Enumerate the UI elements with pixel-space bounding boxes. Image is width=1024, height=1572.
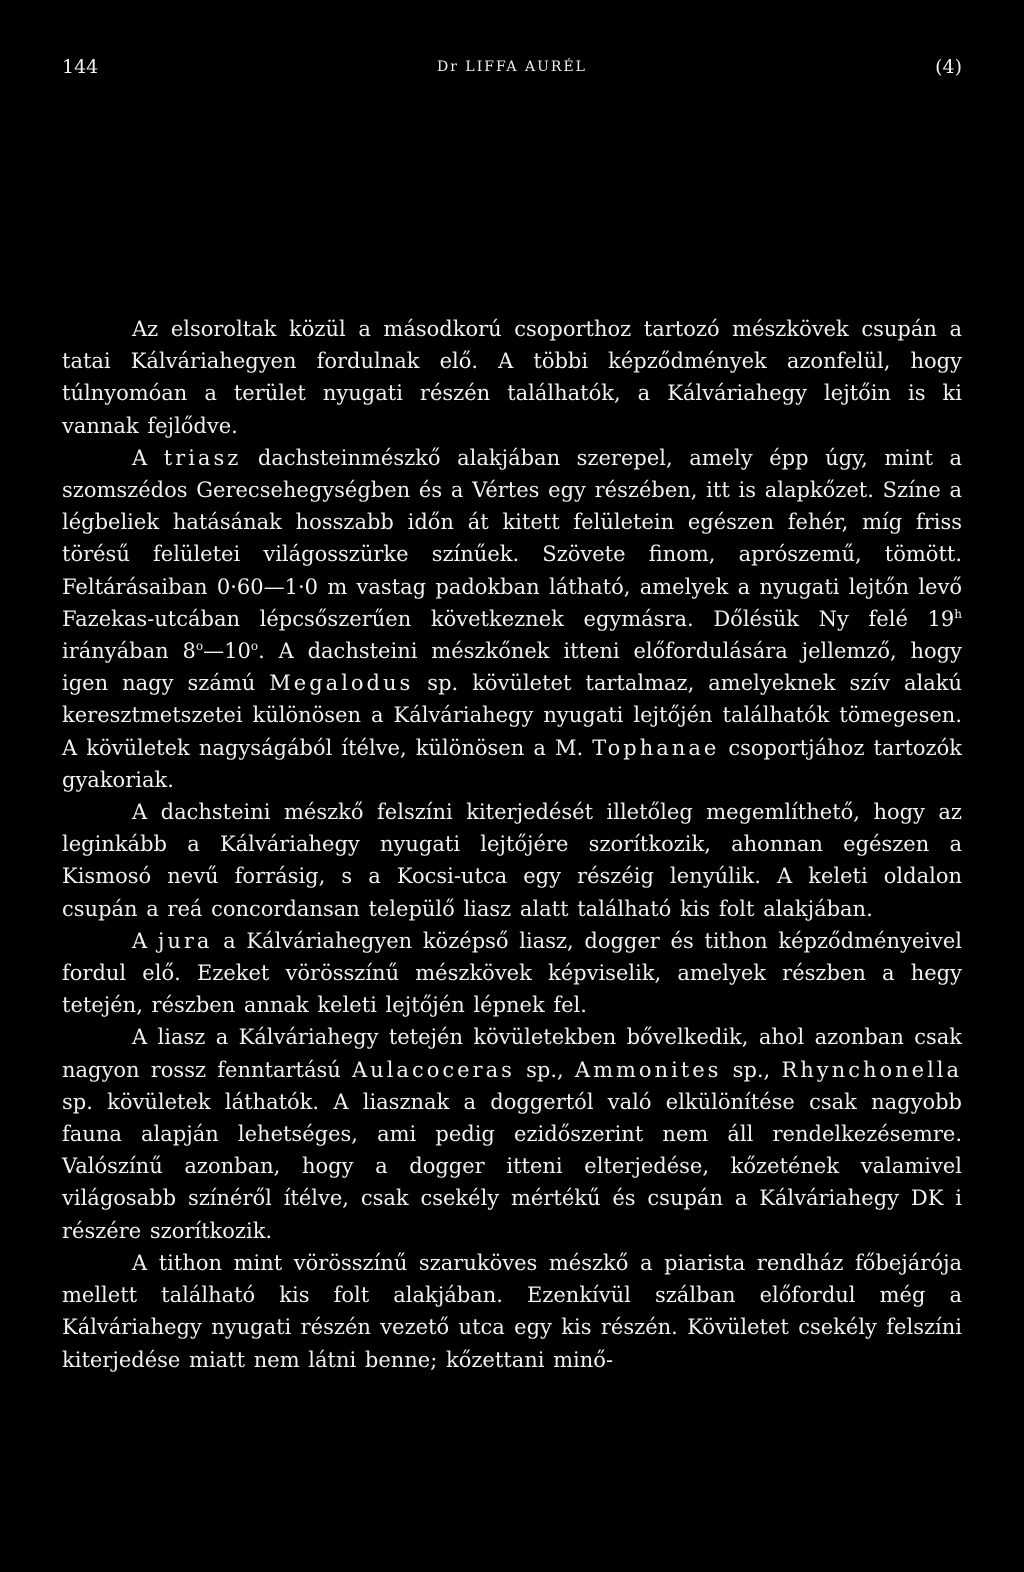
page-header [62,56,962,90]
superscript: o [250,639,259,654]
emphasized-term: Tophanae [592,735,720,760]
paragraph-text: sp., [721,1057,782,1082]
running-title: Dr LIFFA AURÉL [437,59,587,75]
paragraph-text: A [132,445,164,470]
superscript: h [954,606,962,621]
paragraph-text: A [132,928,158,953]
emphasized-term: Ammonites [574,1057,722,1082]
paragraph [62,442,962,796]
emphasized-term: Rhynchonella [781,1057,963,1082]
paragraph-text: . A dachsteini mészkőnek itteni előfordulására jellemző, hogy igen nagy számú [62,639,962,696]
paragraph [62,1021,962,1246]
emphasized-term: triasz [163,445,242,470]
emphasized-term: Aulacoceras [352,1057,515,1082]
paragraph-text: sp. kövületet tartalmaz, amelyeknek szív alakú keresztmetszetei különösen a Kálváriahegy nyugati lejtőjén találhatók tömegesen. A kövületek nagyságából ítélve, különösen a M. [62,671,962,760]
page-number: 144 [62,56,99,78]
paragraph-text: A liasz a Kálváriahegy tetején kövületekben bővelkedik, ahol azonban csak nagyon rossz fenntartású [62,1025,962,1082]
paragraph-text: —10 [203,639,251,664]
paragraph-text: a Kálváriahegyen középső liasz, dogger és tithon képződményeivel fordul elő. Ezeket vörösszínű mészkövek képviselik, amelyek részben a hegy tetején, részben annak keleti lejtőjén lépnek fel. [62,928,963,1018]
body-text [62,313,962,1376]
paragraph-text: csoportjához tartozók gyakoriak. [62,735,962,792]
emphasized-term: Megalodus [269,671,414,696]
paragraph [62,925,962,1022]
paragraph-text: sp. kövületek láthatók. A liasznak a doggertól való elkülönítése csak nagyobb fauna alapján lehetséges, ami pedig ezidőszerint nem áll rendelkezésemre. Valószínű azonban, hogy a dogger itteni elterjedése, kőzetének valamivel világosabb színéről ítélve, csak csekély mértékű és csupán a Kálváriahegy DK i részére szorítkozik. [62,1089,962,1243]
superscript: o [195,639,204,654]
paragraph: A tithon mint vörösszínű szaruköves mészkő a piarista rendház főbejárója mellett található kis folt alakjában. Ezenkívül szálban előfordul még a Kálváriahegy nyugati részén vezető utca egy kis részén. Kövületet csekély felszíni kiterjedése miatt nem látni benne; kőzettani minő- [62,1250,962,1372]
emphasized-term: jura [157,928,213,953]
paragraph-text: irányában 8 [62,639,196,664]
section-marker: (4) [935,56,962,78]
paragraph-text: sp., [514,1057,575,1082]
paragraph-text: dachsteinmészkő alakjában szerepel, amely épp úgy, mint a szomszédos Gerecsehegységben és a Vértes egy részében, itt is alapkőzet. Színe a légbeliek hatásának hosszabb időn át kitett felületein egészen fehér, míg friss törésű felületei világosszürke színűek. Szövete finom, aprószemű, tömött. Feltárásaiban 0·60—1·0 m vastag padokban látható, amelyek a nyugati lejtőn levő Fazekas-utcában lépcsőszerűen következnek egymásra. Dőlésük Ny felé 19 [62,445,963,631]
paragraph: A dachsteini mészkő felszíni kiterjedését illetőleg megemlíthető, hogy az leginkább a Kálváriahegy nyugati lejtőjére szorítkozik, ahonnan egészen a Kismosó nevű forrásig, s a Kocsi-utca egy részéig lenyúlik. A keleti oldalon csupán a reá concordansan települő liasz alatt található kis folt alakjában. [62,800,962,921]
paragraph: Az elsoroltak közül a másodkorú csoporthoz tartozó mészkövek csupán a tatai Kálváriahegyen fordulnak elő. A többi képződmények azonfelül, hogy túlnyomóan a terület nyugati részén találhatók, a Kálváriahegy lejtőin is ki vannak fejlődve. [62,317,962,438]
